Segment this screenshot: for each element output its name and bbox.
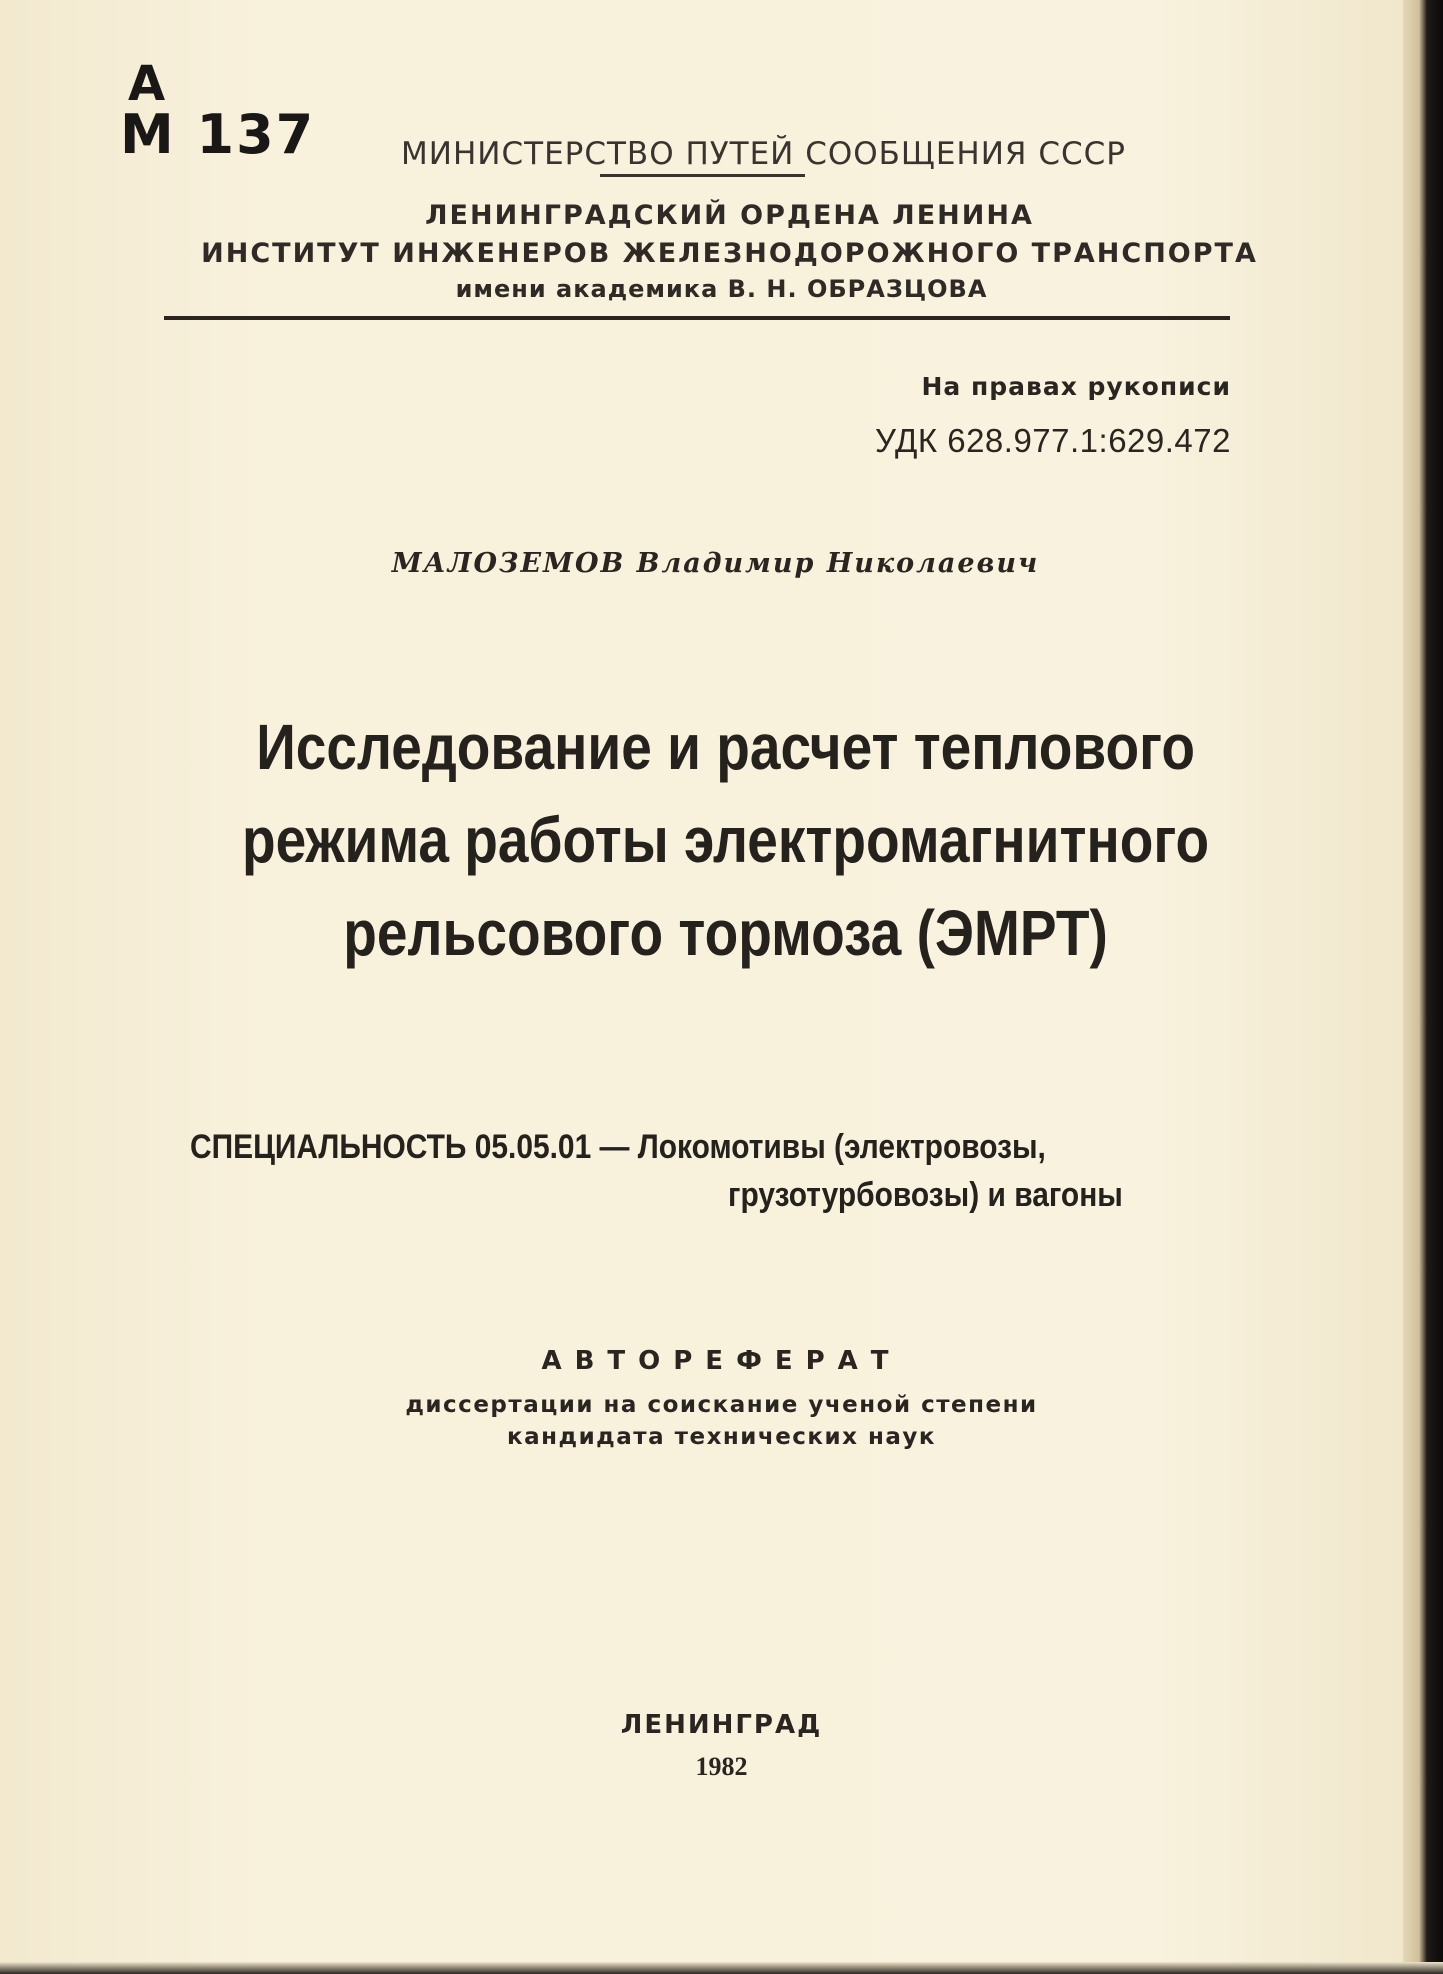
ministry-name: МИНИСТЕРСТВО ПУТЕЙ СООБЩЕНИЯ СССР xyxy=(401,136,1126,172)
handwritten-shelf-code: M 137 xyxy=(120,103,316,166)
title-line-3: рельсового тормоза (ЭМРТ) xyxy=(343,897,1108,969)
scan-bottom-edge xyxy=(0,1962,1443,1974)
imprint-city: ЛЕНИНГРАД xyxy=(620,1710,823,1740)
specialty-line-2: грузотурбовозы) и вагоны xyxy=(728,1176,1123,1214)
author-name: МАЛОЗЕМОВ Владимир Николаевич xyxy=(391,548,1040,579)
title-line-1: Исследование и расчет теплового xyxy=(256,711,1195,783)
institute-line-1: ЛЕНИНГРАДСКИЙ ОРДЕНА ЛЕНИНА xyxy=(425,200,1034,231)
handwritten-shelf-letter: A xyxy=(128,56,166,112)
abstract-line-1: диссертации на соискание ученой степени xyxy=(405,1392,1038,1418)
rights-note: На правах рукописи xyxy=(921,372,1231,401)
imprint-year: 1982 xyxy=(695,1752,748,1781)
header-divider xyxy=(164,316,1230,320)
title-line-2: режима работы электромагнитного xyxy=(242,804,1210,876)
abstract-line-2: кандидата технических наук xyxy=(506,1424,937,1450)
institute-line-2: ИНСТИТУТ ИНЖЕНЕРОВ ЖЕЛЕЗНОДОРОЖНОГО ТРАНСПОРТА xyxy=(201,238,1258,269)
abstract-heading: АВТОРЕФЕРАТ xyxy=(541,1346,902,1376)
ministry-underline xyxy=(600,174,805,177)
institute-line-3: имени академика В. Н. ОБРАЗЦОВА xyxy=(455,275,988,303)
udk-code: УДК 628.977.1:629.472 xyxy=(875,422,1231,459)
specialty-line-1: СПЕЦИАЛЬНОСТЬ 05.05.01 — Локомотивы (электровозы, xyxy=(190,1128,1046,1166)
